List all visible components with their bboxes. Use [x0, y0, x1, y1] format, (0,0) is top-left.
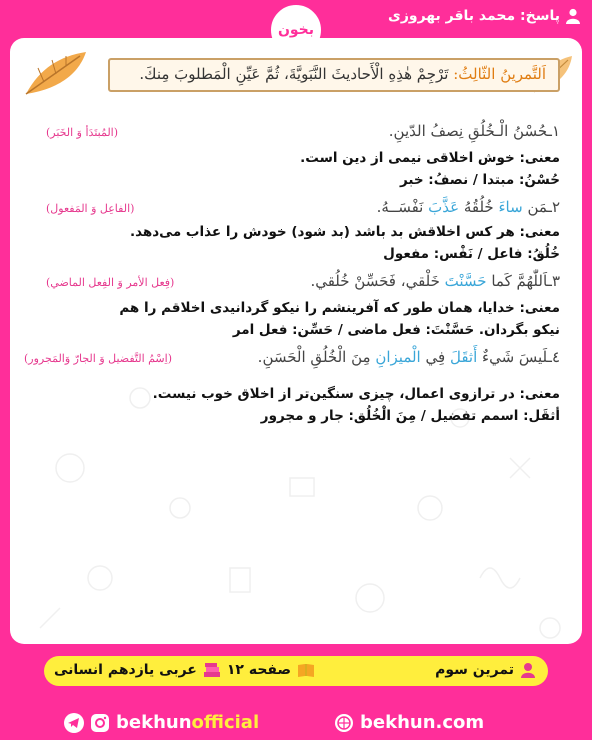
item-2-arabic: [377, 198, 560, 216]
footer-book-info: [54, 662, 315, 678]
book-icon: [297, 662, 315, 678]
item-2-part-a: مَن: [522, 198, 548, 216]
item-3-meaning-line-1: معنی: خدایا، همان طور که آفرینشم را نیکو گردانیدی اخلاقم را هم: [119, 300, 560, 316]
item-2-part-c: خُلُقُهُ: [459, 198, 499, 216]
footer-page: صفحه ١٢: [226, 662, 292, 678]
item-3-tag: (فِعل الأمر وَ الفِعل الماضي): [46, 276, 175, 289]
footer-lesson: [435, 662, 536, 678]
exercise-title: [139, 65, 546, 83]
instagram-icon: [90, 713, 110, 733]
item-1-number: ١ـ: [547, 122, 560, 140]
item-4-part-c: فِي: [420, 348, 450, 366]
item-3-part-a: اَللّٰهُمَّ كَما: [486, 272, 548, 290]
bottom-bar: [0, 704, 592, 740]
item-3-number: ٣ـ: [547, 272, 560, 290]
item-3-part-c: خَلْقي، فَحَسِّنْ خُلُقي.: [310, 272, 445, 290]
telegram-icon: [64, 713, 84, 733]
website-text: bekhun.com: [360, 712, 485, 733]
social-handle[interactable]: [64, 712, 259, 733]
item-1-tag: (المُبتَدَأ وَ الخَبَر): [46, 126, 119, 139]
exercise-title-prefix: اَلتَّمرينُ الثّالِثُ:: [453, 65, 546, 83]
item-2-meaning: معنی: هر کس اخلاقش بد باشد (بد شود) خودش را عذاب می‌دهد.: [129, 224, 560, 240]
item-4-highlight-2: الْميزانِ: [375, 348, 421, 366]
item-4-meaning: معنی: در ترازوی اعمال، چیزی سنگین‌تر از اخلاق خوب نیست.: [152, 386, 560, 402]
item-2-number: ٢ـ: [547, 198, 560, 216]
item-3-highlight: حَسَّنْتَ: [444, 272, 487, 290]
person-icon: [520, 662, 536, 678]
footer-lesson-label: تمرین سوم: [435, 662, 514, 678]
answer-credit: [388, 8, 580, 24]
exercise-title-box: [108, 58, 560, 92]
website-link[interactable]: [334, 712, 484, 733]
social-suffix: official: [191, 712, 260, 733]
item-4-part-e: مِنَ الْخُلُقِ الْحَسَنِ.: [257, 348, 376, 366]
item-4-tag: (اِسْمُ التَّفضيل وَ الجارّ وَالمَجرور): [24, 352, 173, 365]
social-prefix: bekhun: [116, 712, 192, 733]
item-4-answer: أثقَل: اسمم تفضیل / مِنَ الْخُلُق: جار و مجرور: [260, 408, 560, 424]
answer-label: پاسخ: محمد باقر بهروزی: [387, 8, 560, 24]
item-2-highlight-2: عَذَّبَ: [428, 198, 460, 216]
item-2-tag: (الفاعِل وَ المَفعول): [46, 202, 135, 215]
logo-text: بخون: [277, 22, 315, 38]
item-1-arabic: [389, 122, 560, 140]
footer-bar: [44, 656, 548, 686]
item-3-meaning-line-2: نیکو بگردان. حَسَّنْتَ: فعل ماضی / حَسِّن: فعل امر: [232, 322, 560, 338]
leaf-icon-left: [20, 48, 90, 100]
item-2-part-e: نَفْسَــهُ.: [376, 198, 429, 216]
item-1-answer: حُسْنُ: مبتدا / نصفُ: خبر: [399, 172, 560, 188]
item-4-number: ٤ـ: [547, 348, 560, 366]
globe-icon: [334, 713, 354, 733]
exercise-title-text: تَرْجِمْ هٰذِهِ الْأَحاديثَ النَّبَويَّةَ، ثُمَّ عَيِّنِ الْمَطلوبَ مِنكَ.: [139, 65, 449, 83]
user-icon: [566, 8, 580, 24]
item-1-sentence: حُسْنُ الْـخُلُقِ نِصفُ الدّينِ.: [388, 122, 548, 140]
item-3-arabic: [310, 272, 560, 290]
footer-book: عربی یازدهم انسانی: [54, 662, 197, 678]
item-2-highlight-1: ساءَ: [498, 198, 523, 216]
item-4-arabic: [258, 348, 560, 366]
content-card: [10, 38, 582, 644]
item-2-answer: خُلُقُ: فاعل / نَفْس: مفعول: [383, 246, 560, 262]
item-4-highlight-1: أَثقَلَ: [449, 348, 478, 366]
item-4-part-a: لَيسَ شَيءٌ: [477, 348, 548, 366]
item-1-meaning: معنی: خوش اخلاقی نیمی از دین است.: [300, 150, 560, 166]
social-handle-text: [116, 712, 259, 733]
books-stack-icon: [203, 662, 221, 678]
